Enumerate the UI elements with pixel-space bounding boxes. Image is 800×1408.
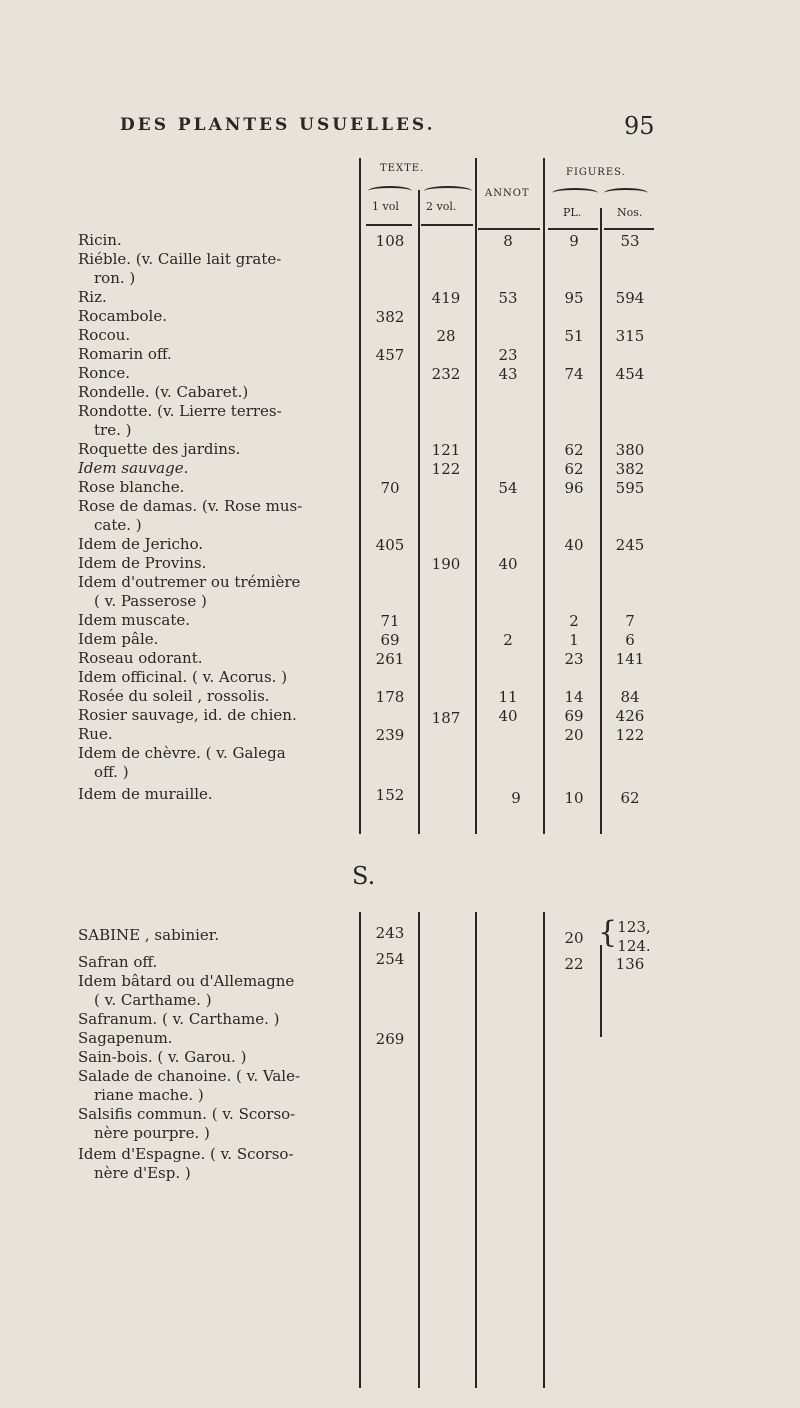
pl-value: 9	[569, 232, 579, 250]
column-rule	[600, 945, 602, 1037]
entry-rocou: Rocou.	[78, 326, 131, 344]
vol1-value: 405	[375, 536, 405, 554]
vol1-value: 254	[375, 950, 405, 968]
entry-idem-pale: Idem pâle.	[78, 630, 159, 648]
pl-value: 1	[569, 631, 579, 649]
entry-rondelle: Rondelle. (v. Cabaret.)	[78, 383, 249, 401]
annot-value: 43	[498, 365, 518, 383]
entry-idem-muscate: Idem muscate.	[78, 611, 190, 629]
pl-value: 23	[564, 650, 584, 668]
brace-symbol: {	[598, 915, 618, 950]
column-header-texte: TEXTE.	[380, 163, 425, 174]
vol2-value: 121	[431, 441, 461, 459]
entry-rose-damas: Rose de damas. (v. Rose mus-	[78, 497, 303, 515]
vol1-value: 457	[375, 346, 405, 364]
rule	[548, 228, 598, 230]
entry-continuation: ( v. Passerose )	[94, 592, 207, 610]
nos-value: 6	[625, 631, 635, 649]
nos-value: 426	[615, 707, 645, 725]
column-rule	[359, 158, 361, 834]
nos-value: 122	[615, 726, 645, 744]
brace-pl	[552, 188, 598, 198]
rule	[478, 228, 540, 230]
vol1-value: 152	[375, 786, 405, 804]
column-rule	[475, 912, 477, 1388]
rule	[366, 224, 412, 226]
entry-rosee-du-soleil: Rosée du soleil , rossolis.	[78, 687, 270, 705]
vol2-value: 122	[431, 460, 461, 478]
nos-value: 380	[615, 441, 645, 459]
entry-rose-blanche: Rose blanche.	[78, 478, 185, 496]
vol2-value: 419	[431, 289, 461, 307]
pl-value: 10	[564, 789, 584, 807]
vol1-value: 382	[375, 308, 405, 326]
entry-romarin: Romarin off.	[78, 345, 172, 363]
rule	[604, 228, 654, 230]
annot-value: 54	[498, 479, 518, 497]
entry-sagapenum: Sagapenum.	[78, 1029, 173, 1047]
pl-value: 51	[564, 327, 584, 345]
nos-value: 454	[615, 365, 645, 383]
pl-value: 22	[564, 955, 584, 973]
entry-salsifis: Salsifis commun. ( v. Scorso-	[78, 1105, 296, 1123]
annot-value: 2	[503, 631, 513, 649]
column-rule	[359, 912, 361, 1388]
pl-value: 62	[564, 441, 584, 459]
vol1-value: 243	[375, 924, 405, 942]
nos-value: 382	[615, 460, 645, 478]
column-header-figures: FIGURES.	[566, 167, 626, 178]
entry-idem-espagne: Idem d'Espagne. ( v. Scorso-	[78, 1145, 294, 1163]
brace-vol2	[424, 186, 472, 196]
brace-nos	[604, 188, 648, 198]
pl-value: 74	[564, 365, 584, 383]
entry-idem-muraille: Idem de muraille.	[78, 785, 213, 803]
column-rule	[418, 912, 420, 1388]
vol2-value: 190	[431, 555, 461, 573]
annot-value: 23	[498, 346, 518, 364]
column-header-vol1: 1 vol	[372, 200, 399, 213]
pl-value: 20	[564, 929, 584, 947]
vol1-value: 178	[375, 688, 405, 706]
entry-rue: Rue.	[78, 725, 113, 743]
nos-value: 141	[615, 650, 645, 668]
entry-sabine: SABINE , sabinier.	[78, 926, 220, 944]
pl-value: 69	[564, 707, 584, 725]
vol1-value: 71	[380, 612, 400, 630]
column-header-pl: PL.	[563, 206, 582, 219]
vol2-value: 232	[431, 365, 461, 383]
pl-value: 2	[569, 612, 579, 630]
nos-value: 123,	[617, 918, 651, 936]
nos-value: 315	[615, 327, 645, 345]
pl-value: 95	[564, 289, 584, 307]
entry-continuation: riane mache. )	[94, 1086, 204, 1104]
vol1-value: 69	[380, 631, 400, 649]
pl-value: 62	[564, 460, 584, 478]
entry-idem-jericho: Idem de Jericho.	[78, 535, 204, 553]
nos-value: 53	[620, 232, 640, 250]
annot-value: 11	[498, 688, 518, 706]
entry-idem-batard: Idem bâtard ou d'Allemagne	[78, 972, 295, 990]
vol1-value: 108	[375, 232, 405, 250]
entry-roseau-odorant: Roseau odorant.	[78, 649, 203, 667]
nos-value: 124.	[617, 937, 651, 955]
annot-value: 9	[511, 789, 521, 807]
nos-value: 595	[615, 479, 645, 497]
running-title: DES PLANTES USUELLES.	[120, 115, 436, 135]
entry-riz: Riz.	[78, 288, 107, 306]
annot-value: 40	[498, 707, 518, 725]
entry-safranum: Safranum. ( v. Carthame. )	[78, 1010, 280, 1028]
column-rule	[475, 158, 477, 834]
entry-sain-bois: Sain-bois. ( v. Garou. )	[78, 1048, 247, 1066]
annot-value: 8	[503, 232, 513, 250]
entry-idem-chevre: Idem de chèvre. ( v. Galega	[78, 744, 286, 762]
annot-value: 40	[498, 555, 518, 573]
entry-idem-sauvage: Idem sauvage.	[78, 459, 189, 477]
pl-value: 96	[564, 479, 584, 497]
rule	[421, 224, 473, 226]
entry-rosier-sauvage: Rosier sauvage, id. de chien.	[78, 706, 297, 724]
entry-roquette: Roquette des jardins.	[78, 440, 241, 458]
column-rule	[600, 208, 602, 834]
entry-rieble: Riéble. (v. Caille lait grate-	[78, 250, 282, 268]
section-letter: S.	[352, 862, 376, 890]
pl-value: 40	[564, 536, 584, 554]
column-header-nos: Nos.	[617, 206, 643, 219]
nos-value: 136	[615, 955, 645, 973]
pl-value: 20	[564, 726, 584, 744]
entry-continuation: tre. )	[94, 421, 132, 439]
nos-value: 7	[625, 612, 635, 630]
column-rule	[543, 158, 545, 834]
vol1-value: 239	[375, 726, 405, 744]
column-header-annot: ANNOT	[485, 188, 530, 199]
nos-value: 594	[615, 289, 645, 307]
entry-ronce: Ronce.	[78, 364, 131, 382]
entry-rocambole: Rocambole.	[78, 307, 167, 325]
entry-continuation: off. )	[94, 763, 129, 781]
vol1-value: 261	[375, 650, 405, 668]
nos-value: 62	[620, 789, 640, 807]
entry-continuation: nère pourpre. )	[94, 1124, 210, 1142]
vol1-value: 70	[380, 479, 400, 497]
annot-value: 53	[498, 289, 518, 307]
column-rule	[418, 190, 420, 834]
entry-continuation: nère d'Esp. )	[94, 1164, 191, 1182]
entry-ricin: Ricin.	[78, 231, 122, 249]
page-number: 95	[624, 112, 655, 140]
column-rule	[543, 912, 545, 1388]
entry-idem-outremer: Idem d'outremer ou trémière	[78, 573, 301, 591]
entry-idem-officinal: Idem officinal. ( v. Acorus. )	[78, 668, 288, 686]
brace-vol1	[368, 186, 412, 196]
nos-value: 245	[615, 536, 645, 554]
entry-continuation: cate. )	[94, 516, 142, 534]
column-header-vol2: 2 vol.	[426, 200, 457, 213]
entry-salade-chanoine: Salade de chanoine. ( v. Vale-	[78, 1067, 301, 1085]
entry-continuation: ( v. Carthame. )	[94, 991, 212, 1009]
entry-idem-provins: Idem de Provins.	[78, 554, 207, 572]
nos-value: 84	[620, 688, 640, 706]
pl-value: 14	[564, 688, 584, 706]
entry-rondotte: Rondotte. (v. Lierre terres-	[78, 402, 282, 420]
vol2-value: 187	[431, 709, 461, 727]
entry-continuation: ron. )	[94, 269, 136, 287]
vol2-value: 28	[436, 327, 456, 345]
vol1-value: 269	[375, 1030, 405, 1048]
entry-safran: Safran off.	[78, 953, 158, 971]
